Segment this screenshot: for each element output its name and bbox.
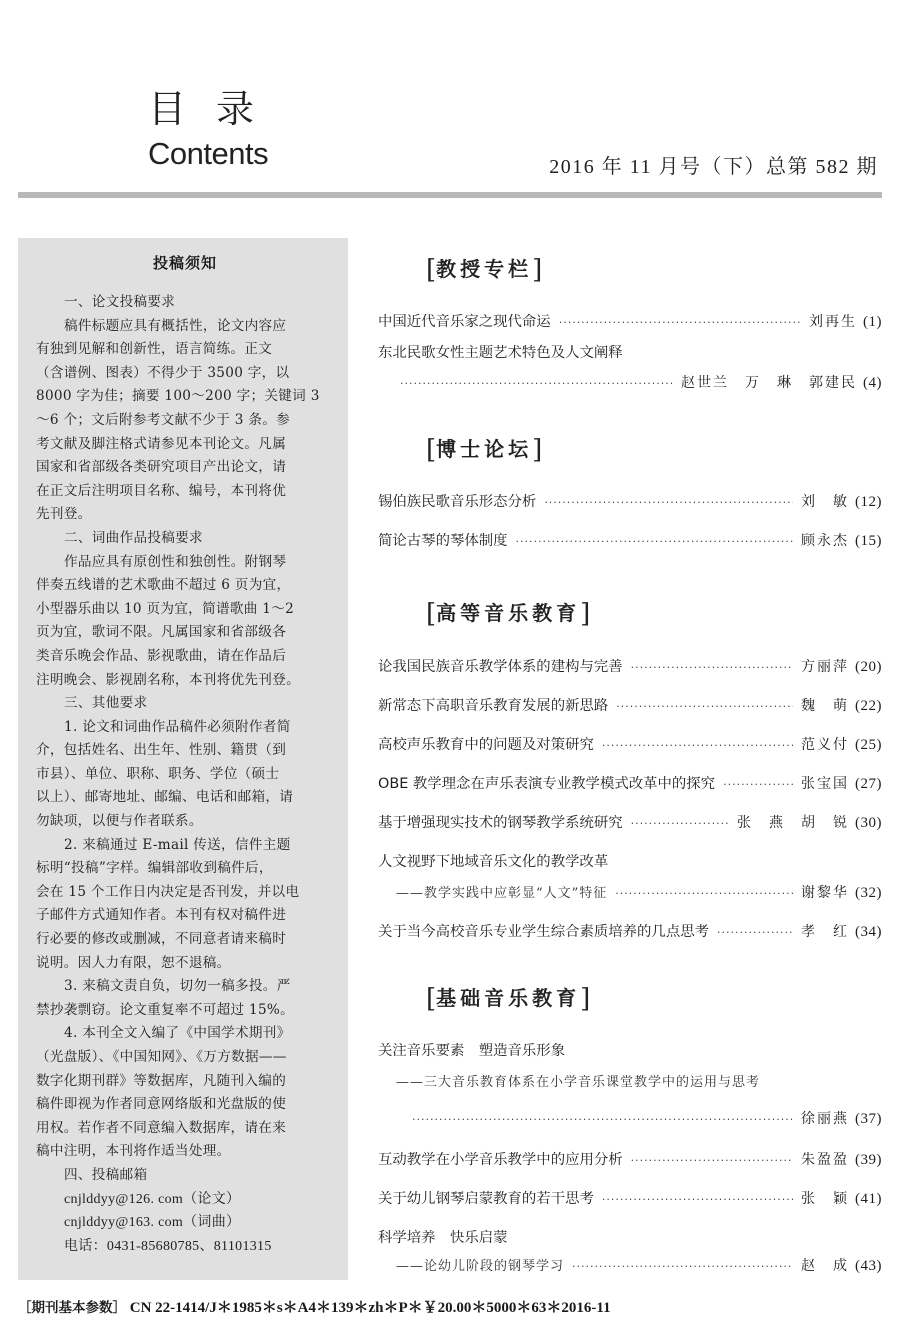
entry-title: 关于当今高校音乐专业学生综合素质培养的几点思考 <box>378 924 709 940</box>
entry-author: 张宝国 <box>801 776 849 792</box>
entry-page: (34) <box>855 924 882 940</box>
notice-line: 作品应具有原创性和独创性。附钢琴 <box>64 553 287 570</box>
notice-line: 小型器乐曲以 10 页为宜，简谱歌曲 1～2 <box>36 600 295 617</box>
entry-subtitle: ——论幼儿阶段的钢琴学习 <box>396 1259 565 1274</box>
section-title: 博士论坛 <box>436 437 533 461</box>
entry-author: 朱盈盈 <box>801 1152 849 1168</box>
entry-author: 赵世兰 万 琳 郭建民 <box>681 375 857 391</box>
leader-dots <box>400 377 673 390</box>
contact-phone: 电话：0431-85680785、81101315 <box>64 1238 272 1254</box>
entry-page: (37) <box>855 1111 882 1127</box>
toc-entry-subtitle-line <box>378 882 882 902</box>
notice-line: 考文献及脚注格式请参见本刊论文。凡属 <box>36 435 287 452</box>
section-header-doctoral-forum: [博士论坛] <box>426 435 543 465</box>
toc-entry[interactable] <box>378 490 882 511</box>
toc-entry-subtitle-line <box>378 1255 882 1275</box>
page-title-cn: 目录 <box>148 87 285 131</box>
toc-entry[interactable] <box>378 1187 882 1208</box>
notice-line: 会在 15 个工作日内决定是否刊发，并以电 <box>36 883 300 900</box>
notice-line: 子邮件方式通知作者。本刊有权对稿件进 <box>36 907 287 924</box>
entry-title: 高校声乐教育中的问题及对策研究 <box>378 737 594 753</box>
entry-title: 关于幼儿钢琴启蒙教育的若干思考 <box>378 1191 594 1207</box>
entry-page: (25) <box>855 737 882 753</box>
toc-entry[interactable] <box>378 310 882 331</box>
section-header-higher-music-education: [高等音乐教育] <box>426 599 591 629</box>
entry-title: 东北民歌女性主题艺术特色及人文阐释 <box>378 345 623 361</box>
notice-line: 勿缺项，以便与作者联系。 <box>36 813 203 830</box>
entry-author: 张 颖 <box>801 1191 849 1207</box>
entry-page: (39) <box>855 1152 882 1168</box>
notice-line: 用权。若作者不同意编入数据库，请在来 <box>36 1119 287 1136</box>
notice-line: 在正文后注明项目名称、编号，本刊将优 <box>36 482 287 499</box>
leader-dots <box>516 535 793 548</box>
contact-email: cnjlddyy@163. com（词曲） <box>64 1215 241 1231</box>
notice-line: 伴奏五线谱的艺术歌曲不超过 6 页为宜， <box>36 577 291 594</box>
notice-line: 市县）、单位、职称、职务、学位（硕士 <box>36 765 280 782</box>
section-title: 高等音乐教育 <box>436 601 581 625</box>
toc-entry[interactable] <box>378 655 882 676</box>
entry-title: 新常态下高职音乐教育发展的新思路 <box>378 698 609 714</box>
submission-notice-title: 投稿须知 <box>152 254 217 272</box>
entry-page: (30) <box>855 815 882 831</box>
page-title-en: Contents <box>148 136 269 171</box>
submission-notice-body <box>36 291 334 1188</box>
journal-parameters-value: CN 22-1414/J＊1985＊s＊A4＊139＊zh＊P＊￥20.00＊5000＊63＊2016-11 <box>129 1300 611 1316</box>
entry-author: 顾永杰 <box>801 533 849 549</box>
entry-title: 人文视野下地域音乐文化的教学改革 <box>378 854 609 870</box>
issue-info: 2016 年 11 月号（下）总第 582 期 <box>549 156 878 178</box>
leader-dots <box>631 661 793 674</box>
notice-line: 先刊登。 <box>36 506 92 523</box>
notice-line: 8000 字为佳；摘要 100～200 字；关键词 3 <box>36 388 320 405</box>
notice-line: 行必要的修改或删减，不同意者请来稿时 <box>36 931 287 948</box>
entry-title: 简论古琴的琴体制度 <box>378 533 508 549</box>
entry-author: 刘再生 <box>809 314 857 330</box>
section-header-basic-music-education: [基础音乐教育] <box>426 984 591 1014</box>
toc-entry-title-line[interactable] <box>378 850 882 871</box>
leader-dots <box>631 817 729 830</box>
submission-notice-panel <box>18 238 348 1280</box>
contact-email: cnjlddyy@126. com（论文） <box>64 1191 241 1207</box>
entry-author: 赵 成 <box>801 1258 849 1274</box>
entry-title: 基于增强现实技术的钢琴教学系统研究 <box>378 815 623 831</box>
notice-line: （含谱例、图表）不得少于 3500 字，以 <box>36 364 290 381</box>
section-title: 教授专栏 <box>436 257 533 281</box>
toc-entry-author-line <box>378 1108 882 1128</box>
toc-entry[interactable] <box>378 529 882 550</box>
notice-line: 稿件即视为作者同意网络版和光盘版的使 <box>36 1096 287 1113</box>
entry-title: 科学培养 快乐启蒙 <box>378 1230 508 1246</box>
toc-entry[interactable] <box>378 811 882 832</box>
toc-entry-title-line[interactable] <box>378 1226 882 1247</box>
notice-line: 2. 来稿通过 E-mail 传送，信件主题 <box>64 836 291 853</box>
toc-entry[interactable] <box>378 694 882 715</box>
entry-title: 锡伯族民歌音乐形态分析 <box>378 494 537 510</box>
notice-line: 以上）、邮寄地址、邮编、电话和邮箱，请 <box>36 789 294 806</box>
entry-page: (43) <box>855 1258 882 1274</box>
notice-line: 禁抄袭剽窃。论文重复率不可超过 15%。 <box>36 1001 295 1018</box>
notice-line: 页为宜，歌词不限。凡属国家和省部级各 <box>36 624 287 641</box>
section-title: 基础音乐教育 <box>436 986 581 1010</box>
notice-line: 注明晚会、影视剧名称，本刊将优先刊登。 <box>36 671 300 688</box>
notice-line: 四、投稿邮箱 <box>64 1166 148 1183</box>
leader-dots <box>559 316 801 329</box>
notice-line: 4. 本刊全文入编了《中国学术期刊》 <box>64 1025 291 1042</box>
notice-line: 数字化期刊群》等数据库，凡随刊入编的 <box>36 1072 287 1089</box>
notice-line: 介，包括姓名、出生年、性别、籍贯（到 <box>36 742 287 759</box>
entry-author: 魏 萌 <box>801 698 849 714</box>
section-header-professor-column: [教授专栏] <box>426 255 543 285</box>
entry-page: (32) <box>855 885 882 901</box>
entry-page: (1) <box>863 314 882 330</box>
toc-entry-author-line <box>378 372 882 392</box>
entry-author: 范义付 <box>801 737 849 753</box>
toc-entry[interactable] <box>378 733 882 754</box>
notice-line: 一、论文投稿要求 <box>64 294 176 310</box>
entry-page: (15) <box>855 533 882 549</box>
entry-author: 刘 敏 <box>801 494 849 510</box>
entry-author: 方丽萍 <box>801 659 849 675</box>
leader-dots <box>412 1113 793 1126</box>
entry-title: 中国近代音乐家之现代命运 <box>378 314 551 330</box>
leader-dots <box>616 700 793 713</box>
leader-dots <box>717 926 793 939</box>
entry-page: (41) <box>855 1191 882 1207</box>
entry-author: 张 燕 胡 锐 <box>737 815 849 831</box>
notice-line: 有独到见解和创新性，语言简练。正文 <box>36 341 273 358</box>
leader-dots <box>602 739 793 752</box>
leader-dots <box>631 1154 793 1167</box>
entry-author: 谢黎华 <box>801 885 849 901</box>
notice-line: 3. 来稿文责自负，切勿一稿多投。严 <box>64 978 291 995</box>
notice-line: 二、词曲作品投稿要求 <box>64 529 203 546</box>
entry-title: 论我国民族音乐教学体系的建构与完善 <box>378 659 623 675</box>
notice-line: 稿中注明，本刊将作适当处理。 <box>36 1143 231 1160</box>
toc-entry-title-line[interactable] <box>378 341 882 362</box>
leader-dots <box>615 887 793 900</box>
entry-title: 互动教学在小学音乐教学中的应用分析 <box>378 1152 623 1168</box>
leader-dots <box>572 1260 793 1273</box>
notice-line: 三、其他要求 <box>64 695 148 712</box>
notice-line: 稿件标题应具有概括性，论文内容应 <box>64 317 287 334</box>
journal-parameters-label: ［期刊基本参数］ <box>18 1300 126 1316</box>
leader-dots <box>723 778 793 791</box>
entry-page: (22) <box>855 698 882 714</box>
notice-line: 类音乐晚会作品、影视歌曲，请在作品后 <box>36 647 287 664</box>
entry-author: 徐丽燕 <box>801 1111 849 1127</box>
notice-line: 说明。因人力有限，恕不退稿。 <box>36 954 231 971</box>
toc-entry[interactable] <box>378 1148 882 1169</box>
entry-page: (27) <box>855 776 882 792</box>
notice-line: 国家和省部级各类研究项目产出论文，请 <box>36 459 287 476</box>
toc-entry[interactable] <box>378 920 882 941</box>
entry-subtitle: ——教学实践中应彰显“人文”特征 <box>396 886 608 901</box>
toc-entry[interactable] <box>378 772 882 793</box>
submission-contact-list <box>36 1188 334 1259</box>
toc-entry-title-line[interactable] <box>378 1039 882 1060</box>
entry-page: (20) <box>855 659 882 675</box>
entry-title: OBE 教学理念在声乐表演专业教学模式改革中的探究 <box>378 776 716 792</box>
notice-line: 标明“投稿”字样。编辑部收到稿件后， <box>36 860 273 877</box>
notice-line: 1. 论文和词曲作品稿件必须附作者简 <box>64 718 291 735</box>
header-rule <box>18 192 882 198</box>
journal-parameters <box>18 1296 611 1317</box>
entry-subtitle: ——三大音乐教育体系在小学音乐课堂教学中的运用与思考 <box>396 1075 761 1090</box>
notice-line: ～6 个；文后附参考文献不少于 3 条。参 <box>36 411 291 428</box>
entry-page: (12) <box>855 494 882 510</box>
entry-title: 关注音乐要素 塑造音乐形象 <box>378 1043 566 1059</box>
leader-dots <box>544 496 793 509</box>
entry-author: 孝 红 <box>801 924 849 940</box>
leader-dots <box>602 1193 793 1206</box>
entry-page: (4) <box>863 375 882 391</box>
notice-line: （光盘版）、《中国知网》、《万方数据—— <box>36 1049 287 1065</box>
